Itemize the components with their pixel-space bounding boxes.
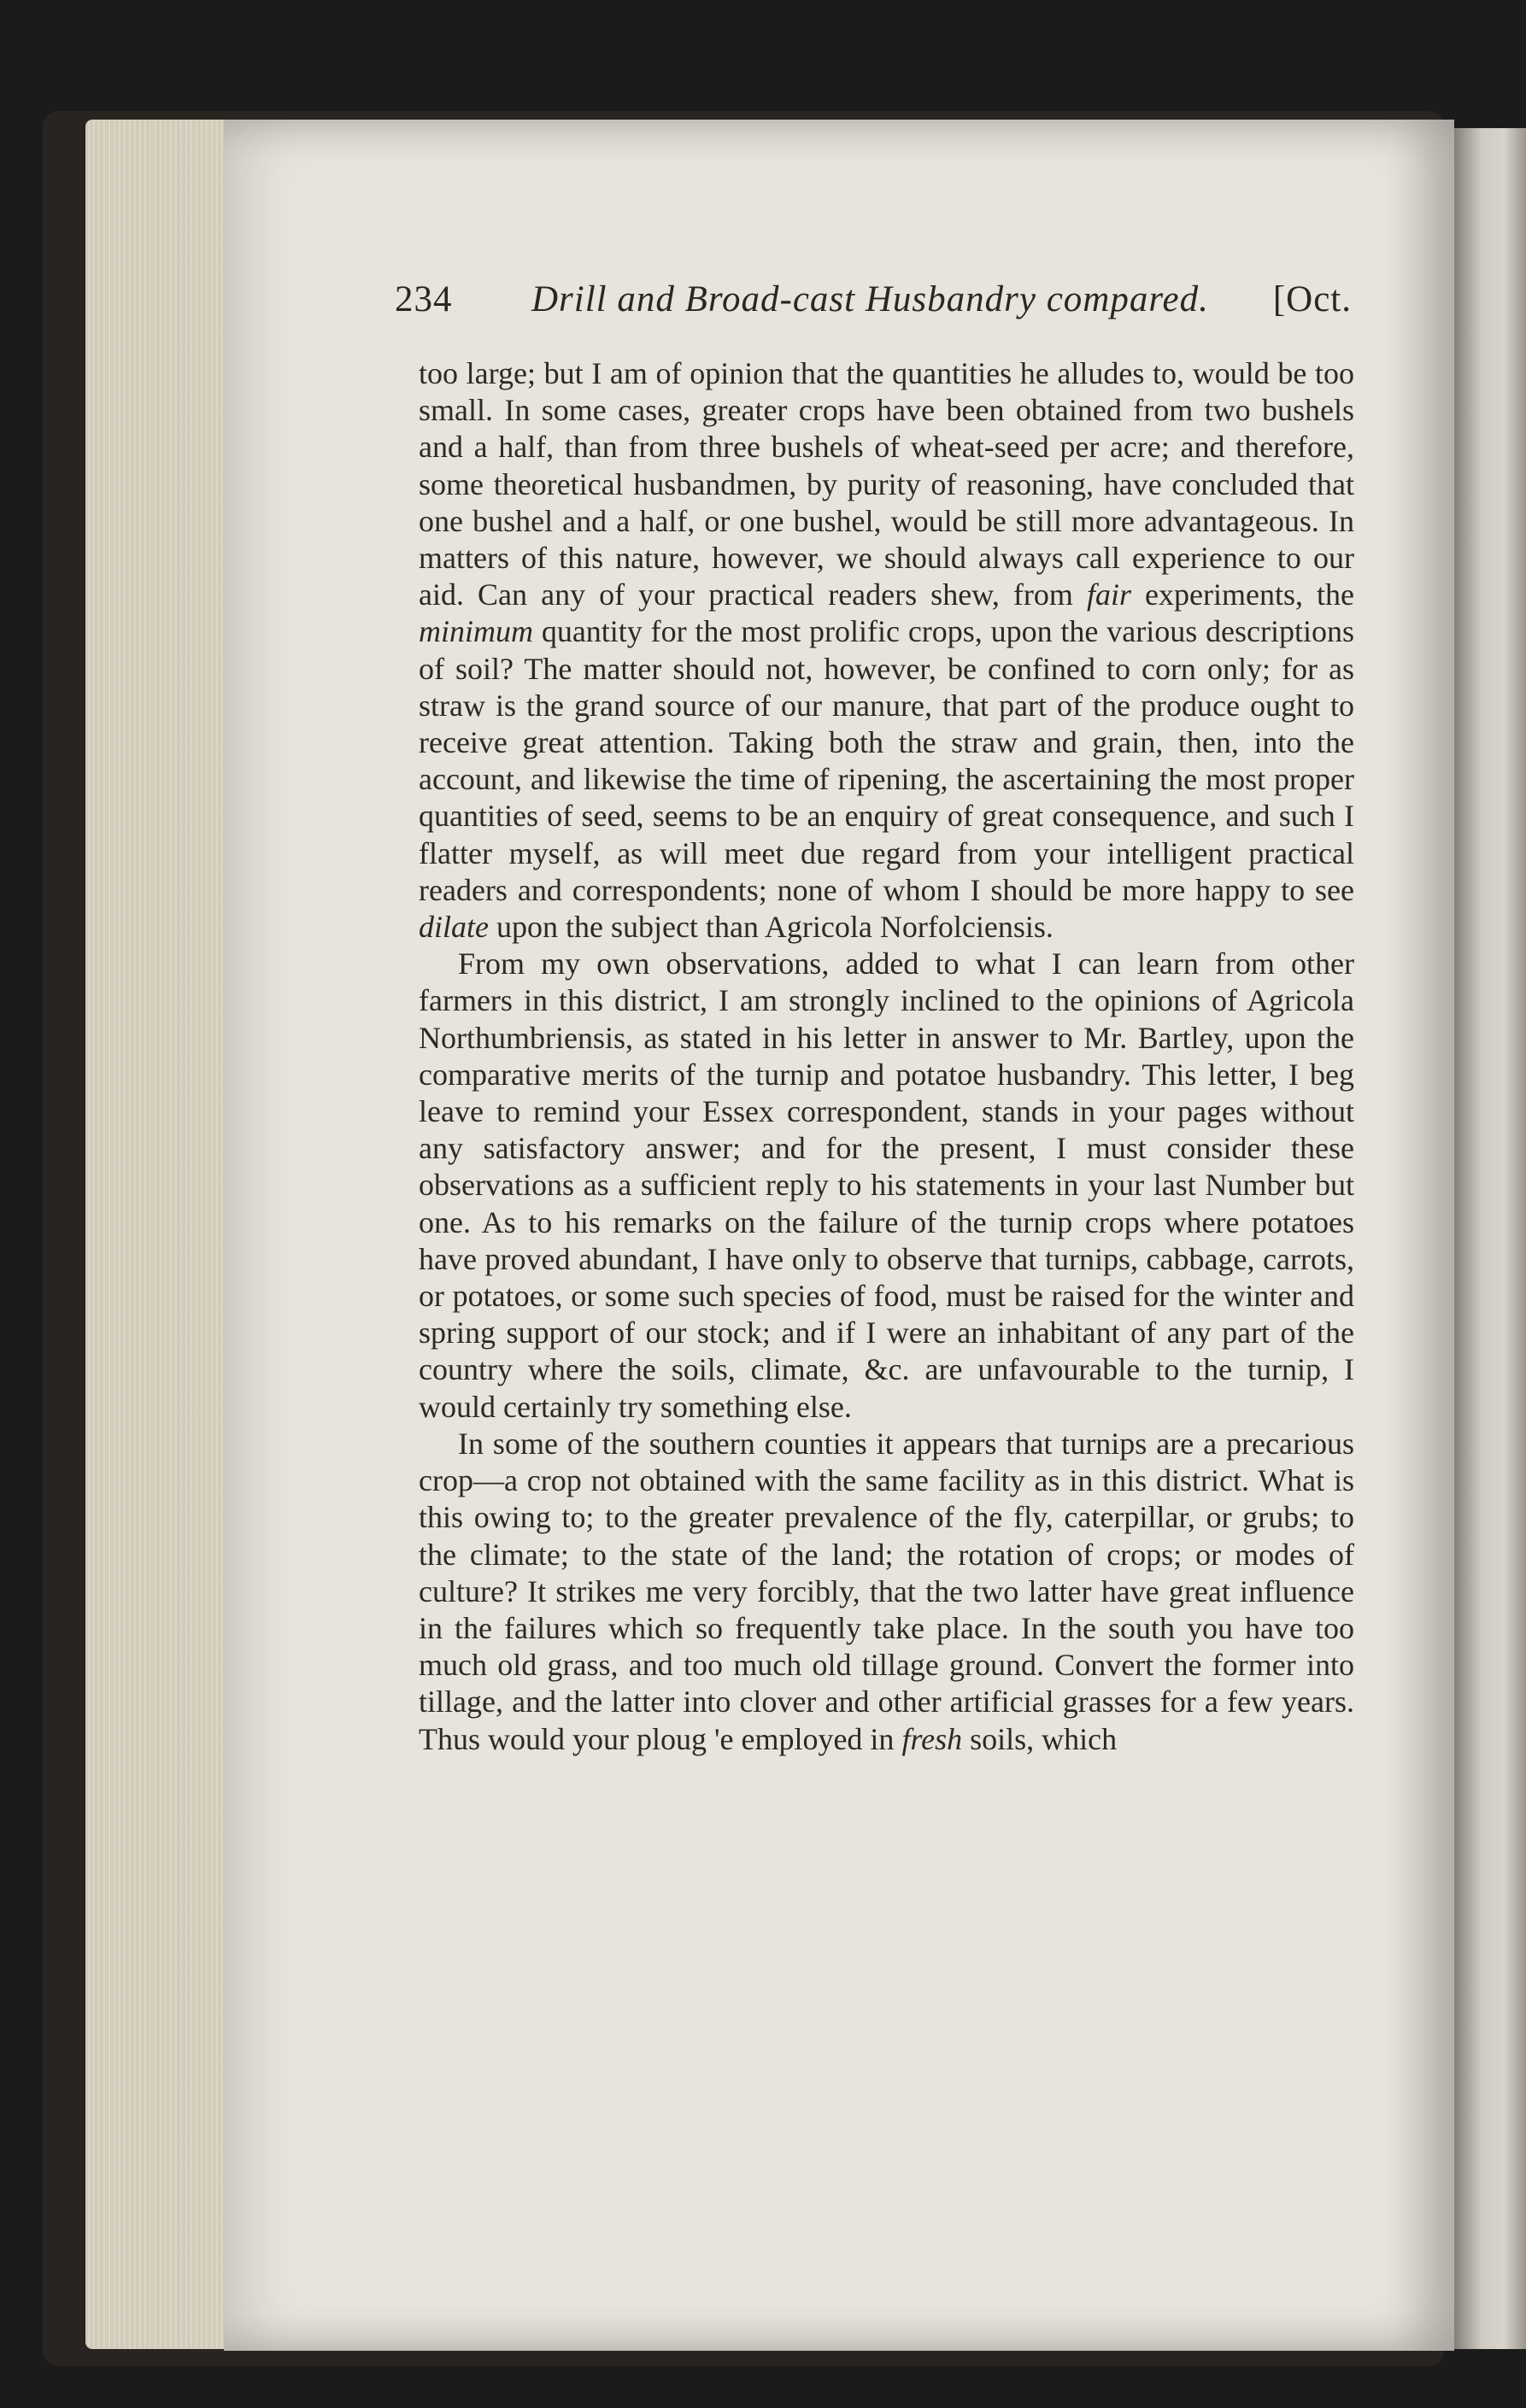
paragraph-2 xyxy=(419,946,1354,1426)
running-month: [Oct. xyxy=(1272,279,1352,319)
page-number: 234 xyxy=(395,279,453,319)
paragraph-3 xyxy=(419,1426,1354,1758)
page-edges xyxy=(85,120,231,2349)
text-segment: experiments, the xyxy=(1130,577,1354,612)
text-segment-italic: fresh xyxy=(901,1721,963,1756)
text-segment: too large; but I am of opinion that the quantities he alludes to, would be too small. In some cases, greater crops have been obtained from two bushels and a half, than from three bushels of wheat-seed per acre; and therefore, some theoretical husbandmen, by purity of reasoning, have concluded that one bushel and a half, or one bushel, would be still more advantageous. In matters of this nature, however, we should always call experience to our aid. Can any of your practical readers shew, from xyxy=(419,356,1354,612)
text-segment: upon the subject than Agricola Norfolciensis. xyxy=(488,910,1054,945)
text-segment: soils, which xyxy=(962,1721,1118,1756)
text-segment: 'e xyxy=(707,1721,742,1756)
text-segment: quantity for the most prolific crops, upon the various descriptions of soil? The matter should not, however, be confined to corn only; for as straw is the grand source of our manure, that part of the produce ought to receive great attention. Taking both the straw and grain, then, into the account, and likewise the time of ripening, the ascertaining the most proper quantities of seed, seems to be an enquiry of great consequence, and such I flatter myself, as will meet due regard from your intelligent practical readers and correspondents; none of whom I should be more happy to see xyxy=(419,614,1354,907)
body-text xyxy=(419,355,1354,1758)
text-segment: employed in xyxy=(741,1721,902,1756)
text-segment: In some of the southern counties it appears that turnips are a precarious crop—a crop not obtained with the same facility as in this district. What is this owing to; to the greater prevalence of the fly, caterpillar, or grubs; to the climate; to the state of the land; the rotation of crops; or modes of culture? It strikes me very forcibly, that the two latter have great influence in the failures which so frequently take place. In the south you have too much old grass, and too much old tillage ground. Convert the former into tillage, and the latter into clover and other artificial grasses for a few years. Thus would your ploug xyxy=(419,1426,1354,1756)
facing-page-edge xyxy=(1453,128,1526,2349)
paragraph-1 xyxy=(419,355,1354,946)
text-segment-italic: minimum xyxy=(419,614,533,649)
text-segment-italic: fair xyxy=(1086,577,1131,612)
running-title: Drill and Broad-cast Husbandry compared. xyxy=(531,279,1209,319)
text-segment-italic: dilate xyxy=(419,910,489,945)
running-header xyxy=(395,278,1352,330)
text-segment: From my own observations, added to what I can learn from other farmers in this district, I am strongly inclined to the opinions of Agricola Northumbriensis, as stated in his letter in answer to Mr. Bartley, upon the comparative merits of the turnip and potatoe husbandry. This letter, I beg leave to remind your Essex correspondent, stands in your pages without any satisfactory answer; and for the present, I must consider these observations as a sufficient reply to his statements in your last Number but one. As to his remarks on the failure of the turnip crops where potatoes have proved abundant, I have only to observe that turnips, cabbage, carrots, or potatoes, or some such species of food, must be raised for the winter and spring support of our stock; and if I were an inhabitant of any part of the country where the soils, climate, &c. are unfavourable to the turnip, I would certainly try something else. xyxy=(419,946,1354,1424)
